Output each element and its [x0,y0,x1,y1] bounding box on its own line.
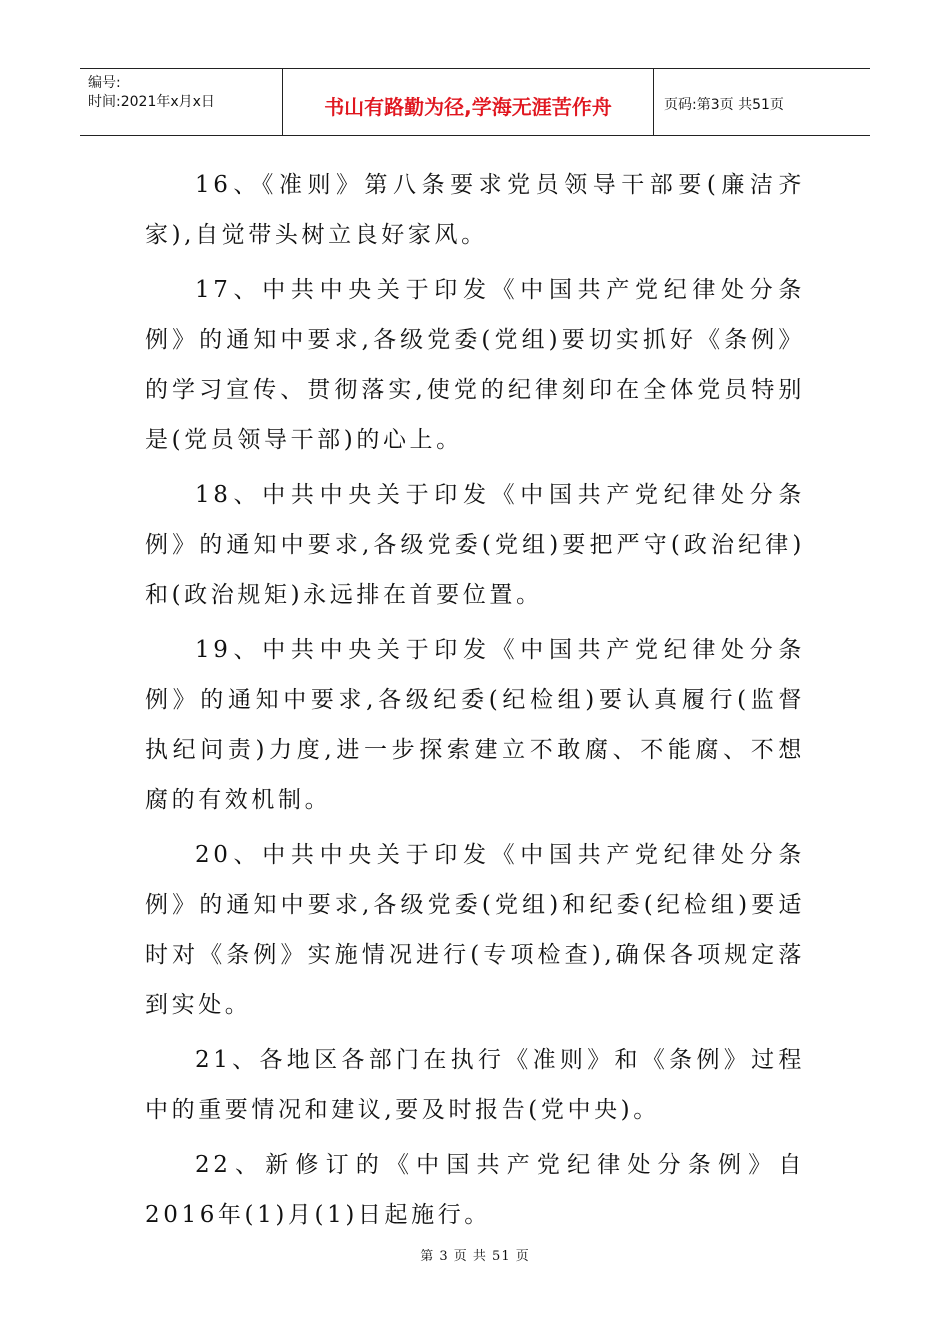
paragraph-17: 17、中共中央关于印发《中国共产党纪律处分条例》的通知中要求,各级党委(党组)要切实抓好《条例》的学习宣传、贯彻落实,使党的纪律刻印在全体党员特别是(党员领导干部)的心上。 [145,277,805,453]
paragraph-22: 22、新修订的《中国共产党纪律处分条例》自2016年(1)月(1)日起施行。 [145,1152,805,1228]
header-page-info: 页码:第3页 共51页 [664,97,784,113]
paragraph-20: 20、中共中央关于印发《中国共产党纪律处分条例》的通知中要求,各级党委(党组)和纪委(纪检组)要适时对《条例》实施情况进行(专项检查),确保各项规定落到实处。 [145,842,805,1018]
header-meta-cell [80,69,283,135]
serial-number-label: 编号: [88,75,121,91]
paragraph-21: 21、各地区各部门在执行《准则》和《条例》过程中的重要情况和建议,要及时报告(党中央)。 [145,1047,805,1123]
paragraph-16: 16、《准则》第八条要求党员领导干部要(廉洁齐家),自觉带头树立良好家风。 [145,172,805,248]
paragraph-18: 18、中共中央关于印发《中国共产党纪律处分条例》的通知中要求,各级党委(党组)要把严守(政治纪律)和(政治规矩)永远排在首要位置。 [145,482,805,608]
paragraph-19: 19、中共中央关于印发《中国共产党纪律处分条例》的通知中要求,各级纪委(纪检组)要认真履行(监督执纪问责)力度,进一步探索建立不敢腐、不能腐、不想腐的有效机制。 [145,637,805,813]
page-footer: 第 3 页 共 51 页 [420,1249,530,1264]
document-body [145,160,805,1245]
page-header [80,68,870,136]
date-label: 时间:2021年x月x日 [88,94,215,110]
header-motto: 书山有路勤为径,学海无涯苦作舟 [283,69,654,135]
